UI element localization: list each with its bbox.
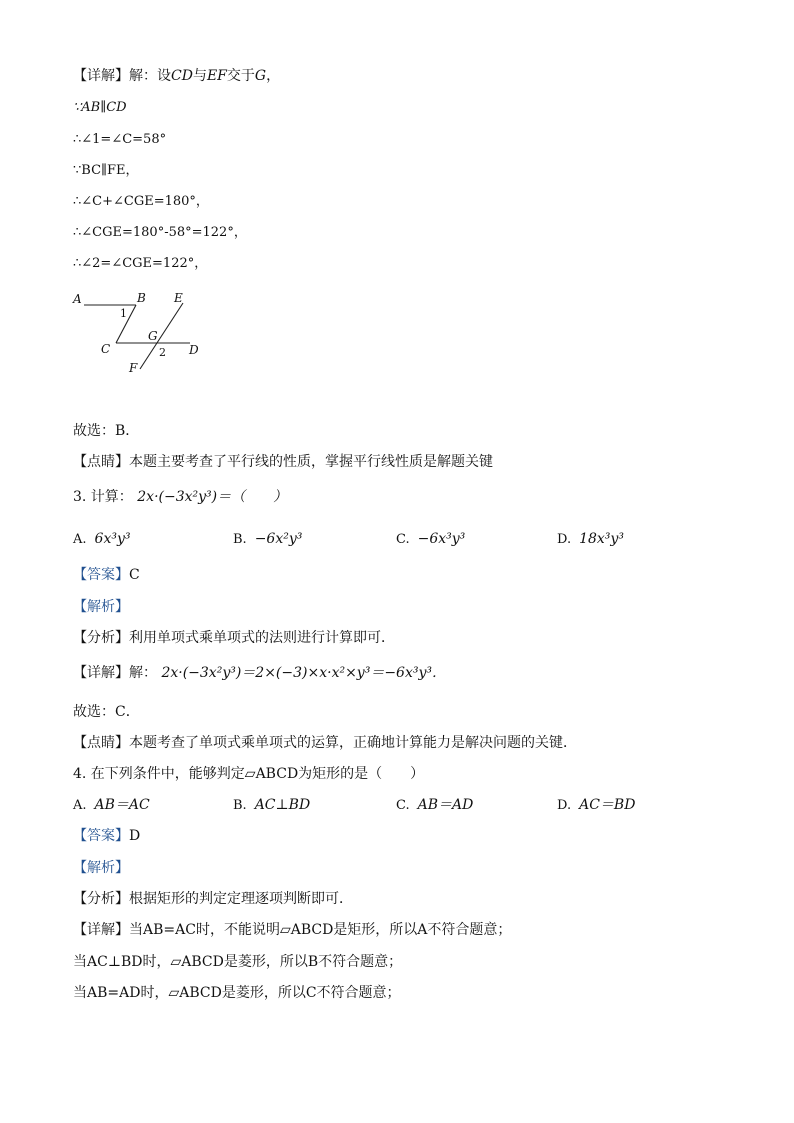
q2-step-1: ∵AB∥CD	[73, 100, 127, 115]
q4-answer-label: 【答案】	[73, 828, 129, 844]
q3-option-d-letter: D.	[557, 532, 572, 547]
label-angle-1: 1	[120, 307, 127, 320]
q2-detail-line	[73, 66, 280, 86]
q3-option-a	[73, 529, 130, 550]
line-ef	[140, 303, 183, 369]
q2-detail-text: 解：设	[129, 68, 171, 84]
q4-option-a-letter: A.	[73, 798, 87, 813]
parallel-lines-diagram	[70, 286, 210, 382]
q2-answer-line: 故选：B．	[73, 423, 140, 439]
label-c: C	[101, 342, 111, 356]
q2-detail-comma: ，	[266, 68, 281, 84]
q3-detail-expr: 2x·(−3x²y³)＝2×(−3)×x·x²×y³＝−6x³y³．	[161, 665, 446, 681]
q4-analysis-line	[73, 858, 129, 878]
q3-answer-line	[73, 565, 140, 585]
q2-comment-label: 【点睛】	[73, 454, 129, 470]
q4-analysis-label: 【解析】	[73, 860, 129, 876]
q4-option-d-expr: AC＝BD	[579, 797, 636, 813]
q2-detail-ef: EF	[206, 68, 227, 84]
q3-comment-text: 本题考查了单项式乘单项式的运算，正确地计算能力是解决问题的关键．	[129, 735, 577, 751]
q3-stem	[73, 487, 287, 507]
q3-stem-prefix: 3. 计算：	[73, 489, 133, 505]
q4-option-a	[73, 795, 150, 816]
q2-detail-g: G	[254, 68, 267, 84]
label-g: G	[148, 329, 158, 343]
q4-fenxi-line	[73, 889, 353, 909]
q3-answer-label: 【答案】	[73, 567, 129, 583]
q2-step-4: ∴∠C+∠CGE=180°，	[73, 194, 209, 209]
q2-comment-line	[73, 452, 493, 472]
q2-step-6: ∴∠2=∠CGE=122°，	[73, 256, 208, 271]
q4-answer-value: D	[129, 828, 141, 844]
q2-detail-cd: CD	[171, 68, 193, 84]
q3-detail-label: 【详解】	[73, 665, 129, 681]
q3-choose-line: 故选：C．	[73, 704, 140, 720]
q4-answer-line	[73, 826, 140, 846]
q4-detail-line-2: 当AC⊥BD时，▱ABCD是菱形，所以B不符合题意；	[73, 954, 403, 970]
q3-option-d	[557, 529, 624, 550]
q2-step-3: ∵BC∥FE，	[73, 163, 139, 178]
q4-option-b	[233, 795, 310, 816]
q4-stem: 4. 在下列条件中，能够判定▱ABCD为矩形的是（ ）	[73, 766, 425, 782]
q3-detail-text: 解：	[129, 665, 157, 681]
q3-fenxi-line	[73, 628, 395, 648]
q4-option-b-expr: AC⊥BD	[254, 797, 311, 813]
q4-option-a-expr: AB＝AC	[94, 797, 150, 813]
q4-option-d	[557, 795, 635, 816]
q3-stem-expr: 2x·(−3x²y³)＝（ ）	[137, 489, 288, 505]
q3-option-a-letter: A.	[73, 532, 87, 547]
q4-fenxi-label: 【分析】	[73, 891, 129, 907]
q3-option-b-letter: B.	[233, 532, 247, 547]
label-a: A	[73, 292, 82, 306]
label-b: B	[137, 291, 146, 305]
q3-fenxi-label: 【分析】	[73, 630, 129, 646]
q4-detail-text-1: 当AB=AC时，不能说明▱ABCD是矩形，所以A不符合题意；	[129, 922, 512, 938]
q4-detail-line-1	[73, 920, 511, 940]
q4-fenxi-text: 根据矩形的判定定理逐项判断即可．	[129, 891, 353, 907]
q3-answer-value: C	[129, 567, 140, 583]
q3-option-c-letter: C.	[396, 532, 410, 547]
q2-detail-label: 【详解】	[73, 68, 129, 84]
q4-option-c	[396, 795, 473, 816]
q2-step-5: ∴∠CGE=180°-58°=122°，	[73, 225, 247, 240]
q2-detail-with: 与	[192, 68, 207, 84]
q3-option-a-expr: 6x³y³	[94, 531, 131, 547]
q2-comment-text: 本题主要考查了平行线的性质，掌握平行线性质是解题关键	[129, 454, 493, 470]
q4-option-b-letter: B.	[233, 798, 247, 813]
label-d: D	[189, 343, 199, 357]
q4-detail-label: 【详解】	[73, 922, 129, 938]
q4-option-c-expr: AB＝AD	[417, 797, 474, 813]
label-angle-2: 2	[159, 346, 166, 359]
q2-detail-meet: 交于	[226, 68, 255, 84]
q3-comment-line	[73, 733, 577, 753]
label-f: F	[129, 361, 138, 375]
q4-option-d-letter: D.	[557, 798, 572, 813]
q3-detail-line	[73, 663, 446, 683]
q3-option-b-expr: −6x²y³	[254, 531, 303, 547]
q3-fenxi-text: 利用单项式乘单项式的法则进行计算即可．	[129, 630, 395, 646]
label-e: E	[174, 291, 183, 305]
q4-detail-line-3: 当AB=AD时，▱ABCD是菱形，所以C不符合题意；	[73, 985, 401, 1001]
q3-comment-label: 【点睛】	[73, 735, 129, 751]
q4-option-c-letter: C.	[396, 798, 410, 813]
q3-option-b	[233, 529, 302, 550]
q3-option-c-expr: −6x³y³	[417, 531, 466, 547]
q3-option-d-expr: 18x³y³	[579, 531, 624, 547]
q3-analysis-label: 【解析】	[73, 599, 129, 615]
q3-option-c	[396, 529, 465, 550]
q2-step-2: ∴∠1=∠C=58°	[73, 132, 167, 147]
q3-analysis-line	[73, 597, 129, 617]
